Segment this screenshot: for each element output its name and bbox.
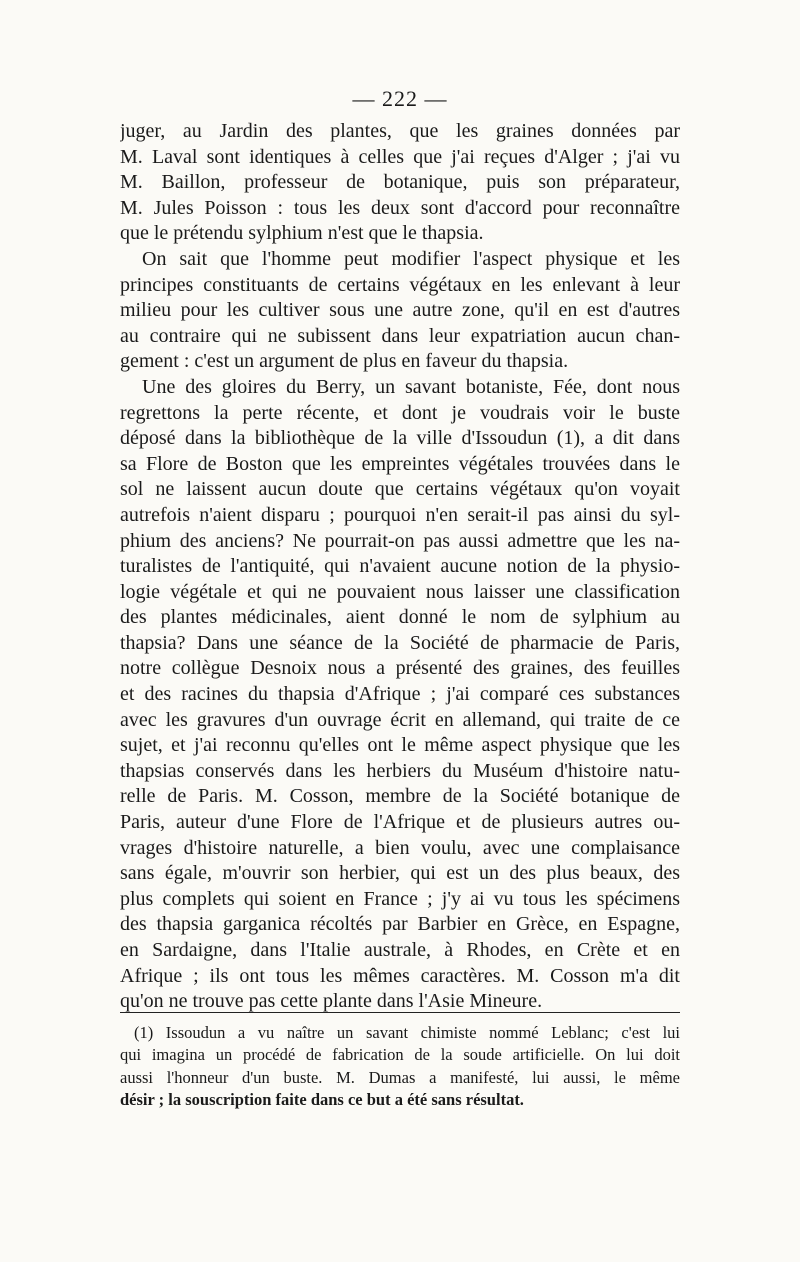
- text-line: et des racines du thapsia d'Afrique ; j'ai comparé ces substances: [120, 683, 680, 706]
- text-line: juger, au Jardin des plantes, que les graines données par: [120, 120, 680, 142]
- text-line: en Sardaigne, dans l'Italie australe, à Rhodes, en Crète et en: [120, 939, 680, 961]
- footnote-line: désir ; la souscription faite dans ce but a été sans résultat.: [120, 1090, 524, 1110]
- text-line: relle de Paris. M. Cosson, membre de la Société botanique de: [120, 785, 680, 808]
- text-line: principes constituants de certains végétaux en les enlevant à leur: [120, 273, 680, 296]
- text-line: gement : c'est un argument de plus en faveur du thapsia.: [120, 350, 569, 373]
- text-line: sans égale, m'ouvrir son herbier, qui est un des plus beaux, des: [120, 862, 680, 885]
- text-line: au contraire qui ne subissent dans leur expatriation aucun chan-: [120, 324, 680, 347]
- text-line: M. Jules Poisson : tous les deux sont d'accord pour reconnaître: [120, 196, 680, 219]
- footnote-divider: [120, 1012, 680, 1013]
- text-line: M. Laval sont identiques à celles que j'ai reçues d'Alger ; j'ai vu: [120, 145, 680, 168]
- footnote-line: (1) Issoudun a vu naître un savant chimiste nommé Leblanc; c'est lui: [134, 1023, 680, 1042]
- text-line: des thapsia garganica récoltés par Barbier en Grèce, en Espagne,: [120, 913, 680, 936]
- text-line: logie végétale et qui ne pouvaient nous laisser une classification: [120, 580, 680, 603]
- text-line: plus complets qui soient en France ; j'y ai vu tous les spécimens: [120, 887, 680, 910]
- text-line: On sait que l'homme peut modifier l'aspect physique et les: [142, 247, 680, 270]
- text-line: autrefois n'aient disparu ; pourquoi n'en serait-il pas ainsi du syl-: [120, 503, 680, 526]
- footnote: [120, 1022, 680, 1112]
- text-line: vrages d'histoire naturelle, a bien voulu, avec une complaisance: [120, 836, 680, 859]
- page-number: — 222 —: [352, 86, 448, 111]
- text-line: Une des gloires du Berry, un savant botaniste, Fée, dont nous: [142, 375, 680, 398]
- text-line: thapsia? Dans une séance de la Société de pharmacie de Paris,: [120, 631, 680, 654]
- text-line: phium des anciens? Ne pourrait-on pas aussi admettre que les na-: [120, 529, 680, 552]
- text-line: sol ne laissent aucun doute que certains végétaux qu'on voyait: [120, 478, 680, 501]
- text-line: M. Baillon, professeur de botanique, puis son préparateur,: [120, 171, 680, 194]
- text-line: sujet, et j'ai reconnu qu'elles ont le même aspect physique que les: [120, 734, 680, 757]
- text-line: milieu pour les cultiver sous une autre zone, qu'il en est d'autres: [120, 299, 680, 322]
- text-line: Paris, auteur d'une Flore de l'Afrique et de plusieurs autres ou-: [120, 811, 680, 834]
- text-line: thapsias conservés dans les herbiers du Muséum d'histoire natu-: [120, 759, 680, 782]
- footnote-line: aussi l'honneur d'un buste. M. Dumas a manifesté, lui aussi, le même: [120, 1067, 680, 1087]
- text-line: sa Flore de Boston que les empreintes végétales trouvées dans le: [120, 452, 680, 475]
- text-line: regrettons la perte récente, et dont je voudrais voir le buste: [120, 401, 680, 424]
- text-line: déposé dans la bibliothèque de la ville d'Issoudun (1), a dit dans: [120, 427, 680, 450]
- text-line: qu'on ne trouve pas cette plante dans l'Asie Mineure.: [120, 990, 543, 1013]
- footnote-line: qui imagina un procédé de fabrication de la soude artificielle. On lui doit: [120, 1045, 680, 1065]
- text-line: que le prétendu sylphium n'est que le thapsia.: [120, 222, 484, 245]
- text-line: des plantes médicinales, aient donné le nom de sylphium au: [120, 606, 680, 629]
- text-line: Afrique ; ils ont tous les mêmes caractères. M. Cosson m'a dit: [120, 964, 680, 987]
- text-line: turalistes de l'antiquité, qui n'avaient aucune notion de la physio-: [120, 555, 680, 578]
- text-line: notre collègue Desnoix nous a présenté des graines, des feuilles: [120, 657, 680, 680]
- body-text: [120, 119, 680, 1015]
- text-line: avec les gravures d'un ouvrage écrit en allemand, qui traite de ce: [120, 708, 680, 731]
